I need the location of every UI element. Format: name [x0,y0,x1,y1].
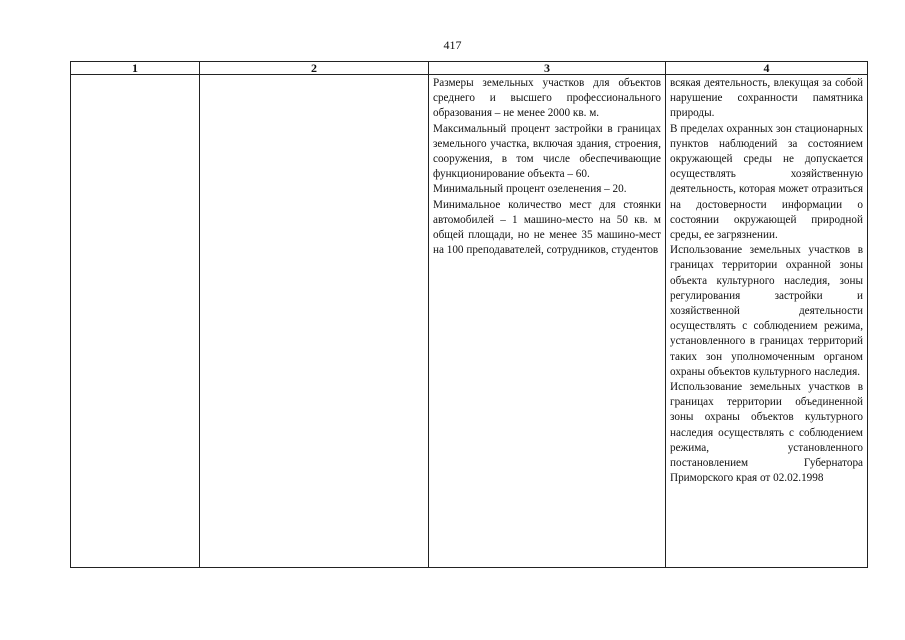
table-row [71,75,868,568]
col3-paragraph-parking: Минимальное количество мест для стоянки автомобилей – 1 машино-место на 50 кв. м общей площади, но не менее 35 машино-мест на 100 преподавателей, сотрудников, студентов [433,198,661,257]
col3-paragraph-land-size: Размеры земельных участков для объектов среднего и высшего профессионального образования – не менее 2000 кв. м. [433,77,661,120]
column-header-2: 2 [200,62,429,75]
column-header-1: 1 [71,62,200,75]
page-number: 417 [443,38,462,52]
cell-col-3 [429,75,666,568]
col3-paragraph-build-percent: Максимальный процент застройки в границах земельного участка, включая здания, строения, сооружения, в том числе обеспечивающие функционирование объекта – 60. [433,122,661,181]
cell-col-1 [71,75,200,568]
col4-paragraph-nature-monument: всякая деятельность, влекущая за собой нарушение сохранности памятника природы. [670,77,863,120]
cell-col-2 [200,75,429,568]
col4-paragraph-observation-points: В пределах охранных зон стационарных пунктов наблюдений за состоянием окружающей среды не допускается осуществлять хозяйственную деятельность, которая может отразиться на достоверности информации о состоянии окружающей природной среды, ее загрязнении. [670,122,863,242]
table-header-row [71,62,868,75]
column-header-4: 4 [666,62,868,75]
col4-paragraph-united-zone: Использование земельных участков в границах территории объединенной зоны охраны объектов культурного наследия осуществлять с соблюдением режима, установленного постановлением Губернатора Приморского края от 02.02.1998 [670,381,863,485]
cell-col-4 [666,75,868,568]
col4-paragraph-heritage-zone: Использование земельных участков в границах территории охранной зоны объекта культурного наследия, зоны регулирования застройки и хозяйственной деятельности осуществлять с соблюдением режима, установленного в границах территорий таких зон уполномоченным органом охраны объектов культурного наследия. [670,244,863,378]
column-header-3: 3 [429,62,666,75]
regulations-table [70,61,868,568]
col3-paragraph-green-percent: Минимальный процент озеленения – 20. [433,183,627,196]
